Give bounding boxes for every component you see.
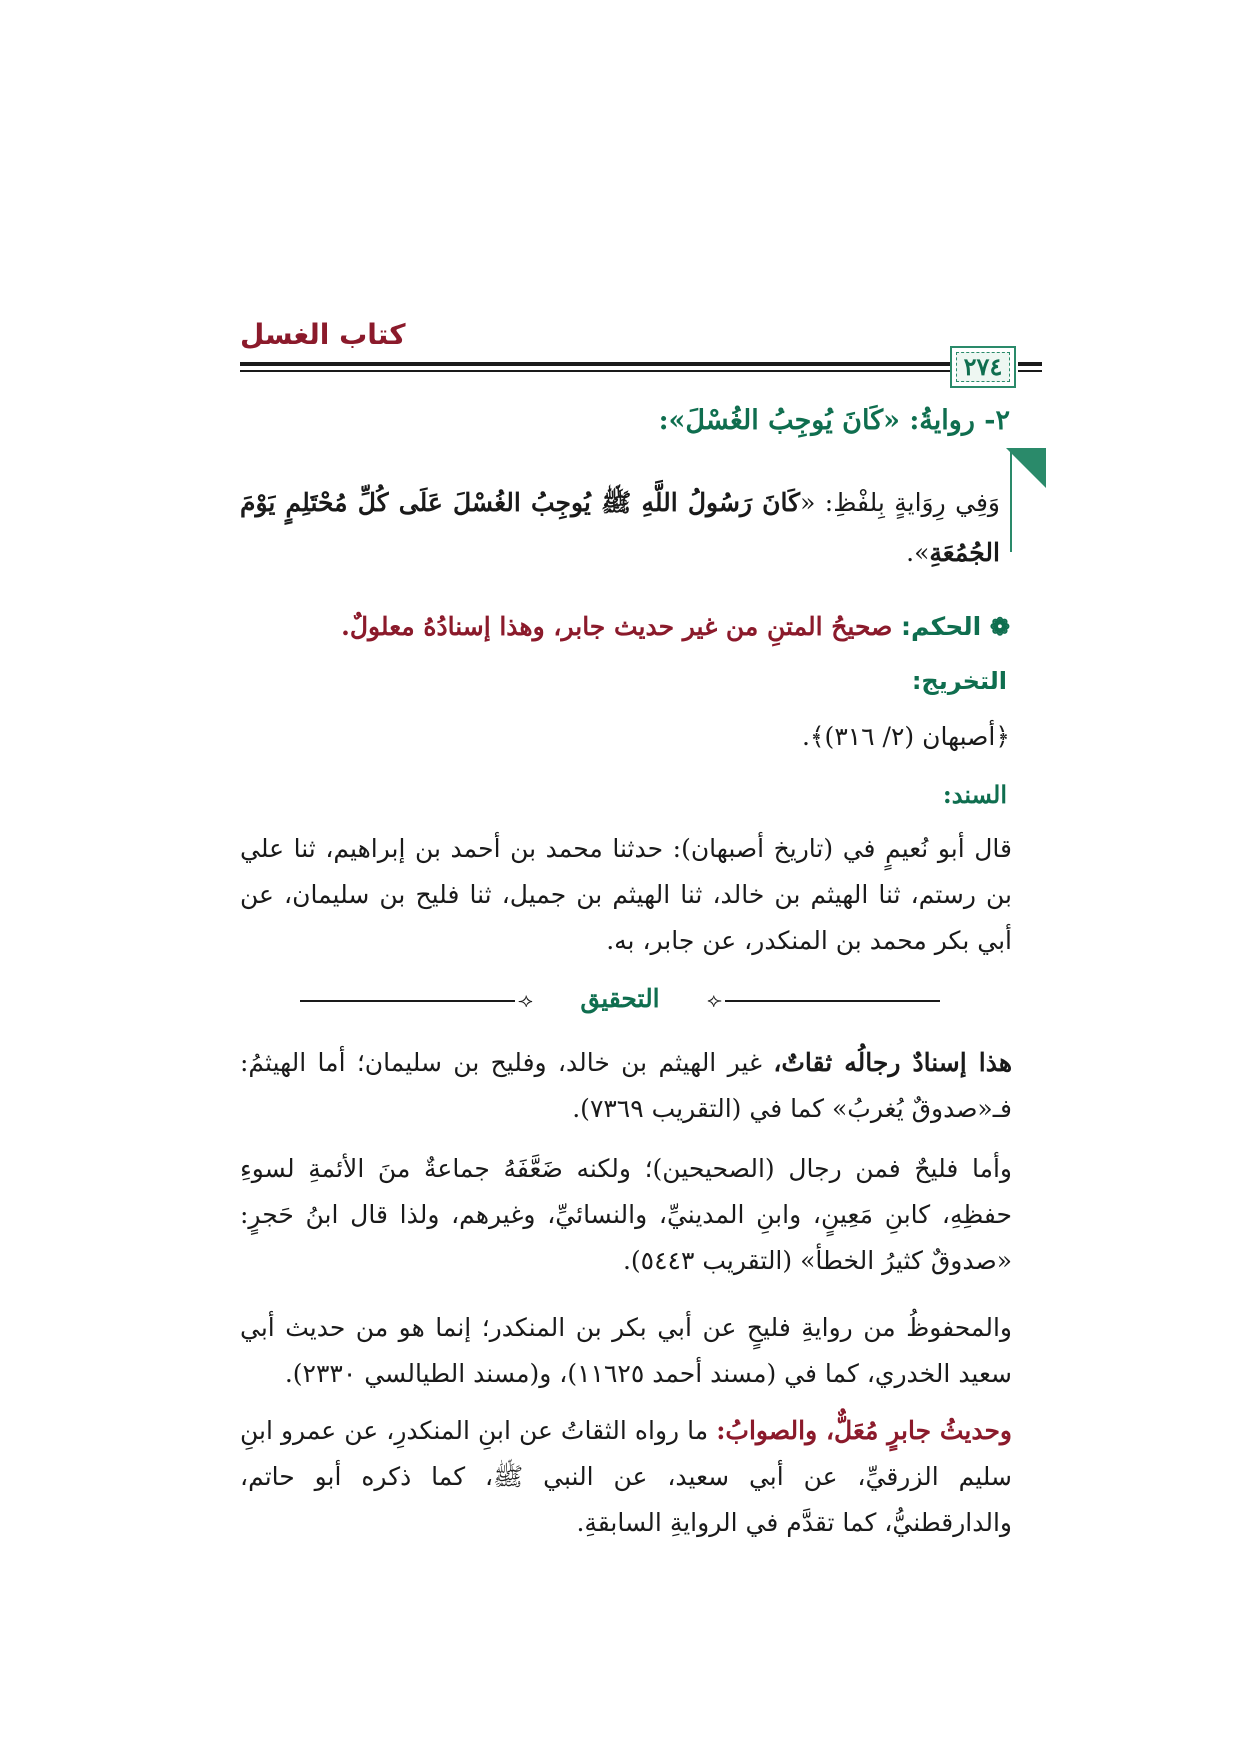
quote-prefix: وَفِي رِوَايةٍ بِلفْظِ: «: [800, 488, 1000, 517]
tahqiq-p1-bold: هذا إسنادٌ رجالُه ثقاتٌ،: [773, 1048, 1013, 1077]
ruling-line: [341, 612, 1010, 641]
running-header-title: كتاب الغسل: [240, 318, 406, 351]
takhrij-label: التخريج:: [911, 667, 1007, 695]
header-rule-thick-end: [1018, 362, 1042, 366]
section-heading: ٢- روايةُ: «كَانَ يُوجِبُ الغُسْلَ»:: [658, 405, 1010, 436]
tahqiq-p4-red: وحديثُ جابرٍ مُعَلٌّ، والصوابُ:: [716, 1416, 1012, 1445]
divider-line-right: [725, 1000, 940, 1002]
quote-suffix: ».: [906, 538, 930, 567]
ruling-text: صحيحُ المتنِ من غير حديث جابر، وهذا إسنادُهُ معلولٌ.: [341, 612, 902, 641]
tahqiq-divider: [300, 986, 940, 1016]
hadith-quote: [240, 478, 1000, 578]
header-rule-thin: [240, 370, 1010, 372]
divider-ornament-right: ⟣: [707, 988, 722, 1012]
ruling-label: الحكم:: [901, 612, 982, 641]
tahqiq-label: التحقيق: [580, 984, 660, 1013]
tahqiq-p1-rest: غير الهيثم بن خالد، وفليح بن سليمان؛ أما الهيثمُ: فـ«صدوقٌ يُغربُ» كما في (التقريب ٧٣٦٩).: [240, 1048, 1012, 1123]
divider-ornament-left: ⟢: [518, 988, 533, 1012]
tahqiq-paragraph-4: [240, 1408, 1012, 1546]
sanad-text: قال أبو نُعيمٍ في (تاريخ أصبهان): حدثنا محمد بن أحمد بن إبراهيم، ثنا علي بن رستم، ثنا الهيثم بن خالد، ثنا الهيثم بن جميل، ثنا فليح بن سليمان، عن أبي بكر محمد بن المنكدر، عن جابر، به.: [240, 834, 1012, 955]
flower-icon: ❁: [989, 612, 1010, 641]
header-rule-thin-end: [1018, 370, 1042, 372]
tahqiq-paragraph-1: [240, 1040, 1012, 1132]
header-rule-thick: [240, 362, 1010, 366]
takhrij-text: ﴿أصبهان (٢/ ٣١٦)﴾.: [801, 722, 1010, 751]
quote-corner-ornament: [1006, 448, 1046, 488]
page-number: ٢٧٤: [963, 352, 1003, 381]
tahqiq-p4-rest: ما رواه الثقاتُ عن ابنِ المنكدرِ، عن عمرو ابنِ سليم الزرقيِّ، عن أبي سعيد، عن النبي ﷺ، كما ذكره أبو حاتم، والدارقطنيُّ، كما تقدَّم في الروايةِ السابقةِ.: [240, 1416, 1012, 1537]
tahqiq-paragraph-3: والمحفوظُ من روايةِ فليحٍ عن أبي بكر بن المنكدر؛ إنما هو من حديث أبي سعيد الخدري، كما في (مسند أحمد ١١٦٢٥)، و(مسند الطيالسي ٢٣٣٠).: [240, 1313, 1012, 1388]
tahqiq-paragraph-2: وأما فليحٌ فمن رجال (الصحيحين)؛ ولكنه ضَعَّفَهُ جماعةٌ منَ الأئمةِ لسوءِ حفظِهِ، كابنِ مَعِينٍ، وابنِ المدينيِّ، والنسائيِّ، وغيرهم، ولذا قال ابنُ حَجرٍ: «صدوقٌ كثيرُ الخطأ» (التقريب ٥٤٤٣).: [240, 1154, 1012, 1275]
sanad-label: السند:: [942, 780, 1007, 809]
page-number-badge: [950, 346, 1016, 388]
quote-side-line: [1010, 448, 1012, 552]
quote-text: كَانَ رَسُولُ اللَّهِ ﷺ يُوجِبُ الغُسْلَ عَلَى كُلِّ مُحْتَلِمٍ يَوْمَ الجُمُعَةِ: [240, 488, 1000, 567]
